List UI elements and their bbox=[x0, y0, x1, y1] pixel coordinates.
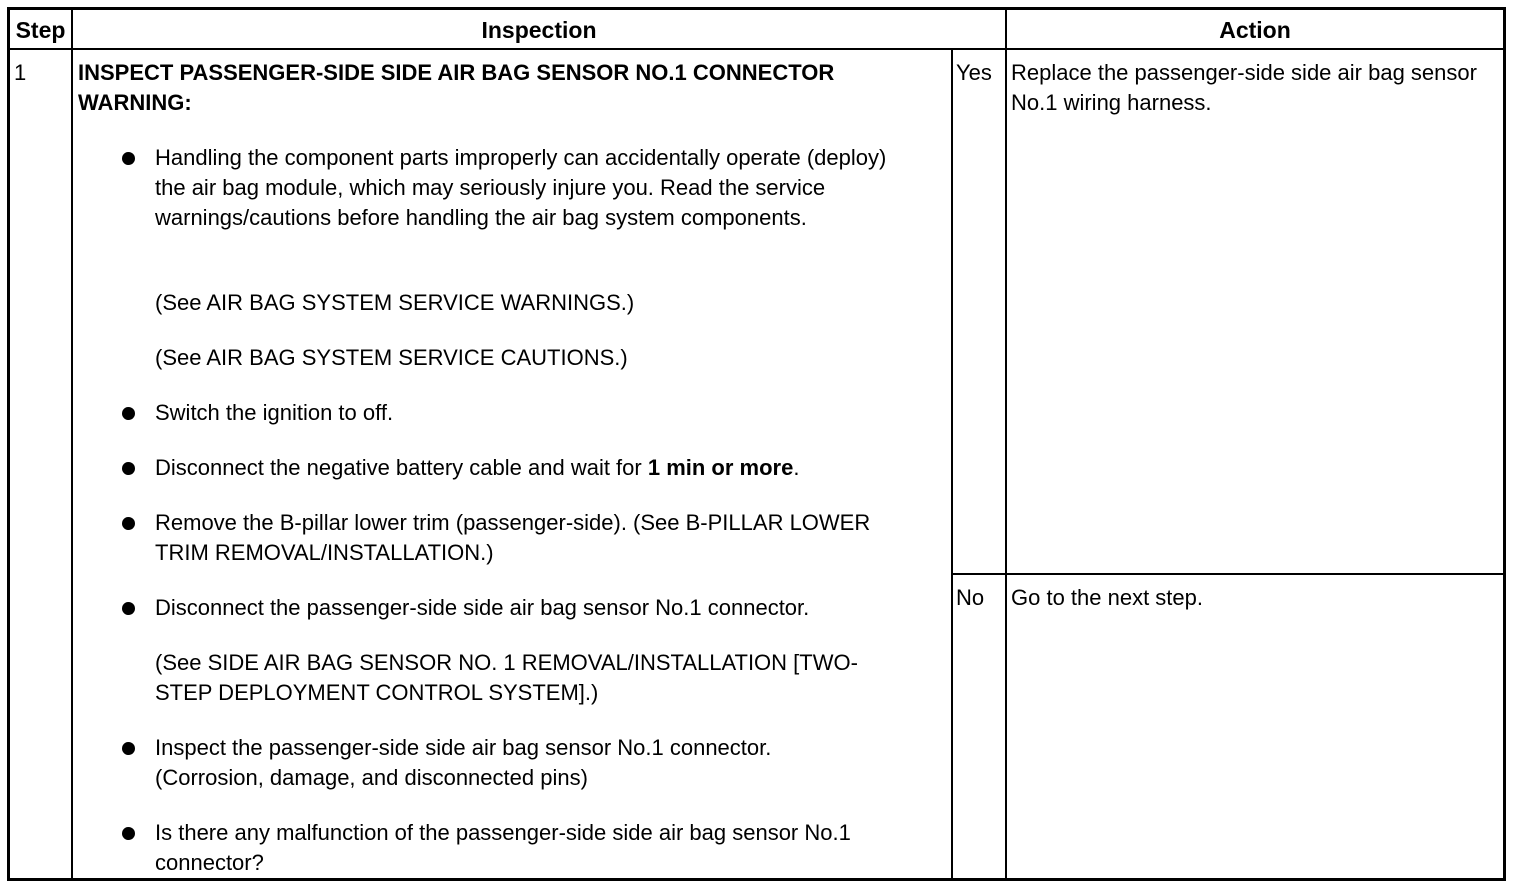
list-item-text: Handling the component parts improperly can accidentally operate (deploy) the air bag module, which may seriously injure you. Read the service warnings/cautions before handling the air bag system components. bbox=[155, 145, 887, 230]
list-item-text: Inspect the passenger-side side air bag sensor No.1 connector. (Corrosion, damage, and disconnected pins) bbox=[155, 735, 772, 790]
inspection-title: INSPECT PASSENGER-SIDE SIDE AIR BAG SENSOR NO.1 CONNECTOR bbox=[78, 60, 835, 85]
no-action: Go to the next step. bbox=[1011, 585, 1204, 610]
bullet-icon bbox=[122, 407, 135, 420]
bullet-icon bbox=[122, 827, 135, 840]
sensor-removal-reference: (See SIDE AIR BAG SENSOR NO. 1 REMOVAL/INSTALLATION [TWO-STEP DEPLOYMENT CONTROL SYSTEM].) bbox=[155, 650, 858, 705]
no-label: No bbox=[956, 585, 985, 610]
list-item-text: Switch the ignition to off. bbox=[155, 400, 394, 425]
inspection-table bbox=[7, 7, 1506, 881]
yes-label: Yes bbox=[956, 60, 992, 85]
yes-no-row-divider bbox=[951, 573, 1503, 575]
list-item-text: Disconnect the passenger-side side air bag sensor No.1 connector. bbox=[155, 595, 810, 620]
step-number: 1 bbox=[14, 60, 27, 85]
list-item-text-post: . bbox=[793, 455, 800, 480]
header-inspection: Inspection bbox=[481, 17, 597, 43]
warnings-reference: (See AIR BAG SYSTEM SERVICE WARNINGS.) bbox=[155, 290, 635, 315]
list-item-text: Remove the B-pillar lower trim (passenger-side). (See B-PILLAR LOWER TRIM REMOVAL/INSTALLATION.) bbox=[155, 510, 871, 565]
bullet-icon bbox=[122, 462, 135, 475]
bullet-icon bbox=[122, 152, 135, 165]
cautions-reference: (See AIR BAG SYSTEM SERVICE CAUTIONS.) bbox=[155, 345, 628, 370]
bullet-icon bbox=[122, 517, 135, 530]
header-action: Action bbox=[1219, 17, 1291, 43]
step-column-divider bbox=[71, 10, 73, 878]
bullet-icon bbox=[122, 742, 135, 755]
header-step: Step bbox=[15, 17, 66, 43]
yes-no-column-divider bbox=[951, 48, 953, 878]
list-item-text bbox=[155, 453, 915, 483]
list-item-text: Is there any malfunction of the passenger-side side air bag sensor No.1 connector? bbox=[155, 820, 851, 875]
action-column-divider bbox=[1005, 10, 1007, 878]
warning-label: WARNING: bbox=[78, 90, 192, 115]
wait-duration: 1 min or more bbox=[647, 455, 794, 480]
bullet-icon bbox=[122, 602, 135, 615]
yes-action: Replace the passenger-side side air bag sensor No.1 wiring harness. bbox=[1011, 60, 1477, 115]
list-item-text-pre: Disconnect the negative battery cable and wait for bbox=[155, 455, 648, 480]
